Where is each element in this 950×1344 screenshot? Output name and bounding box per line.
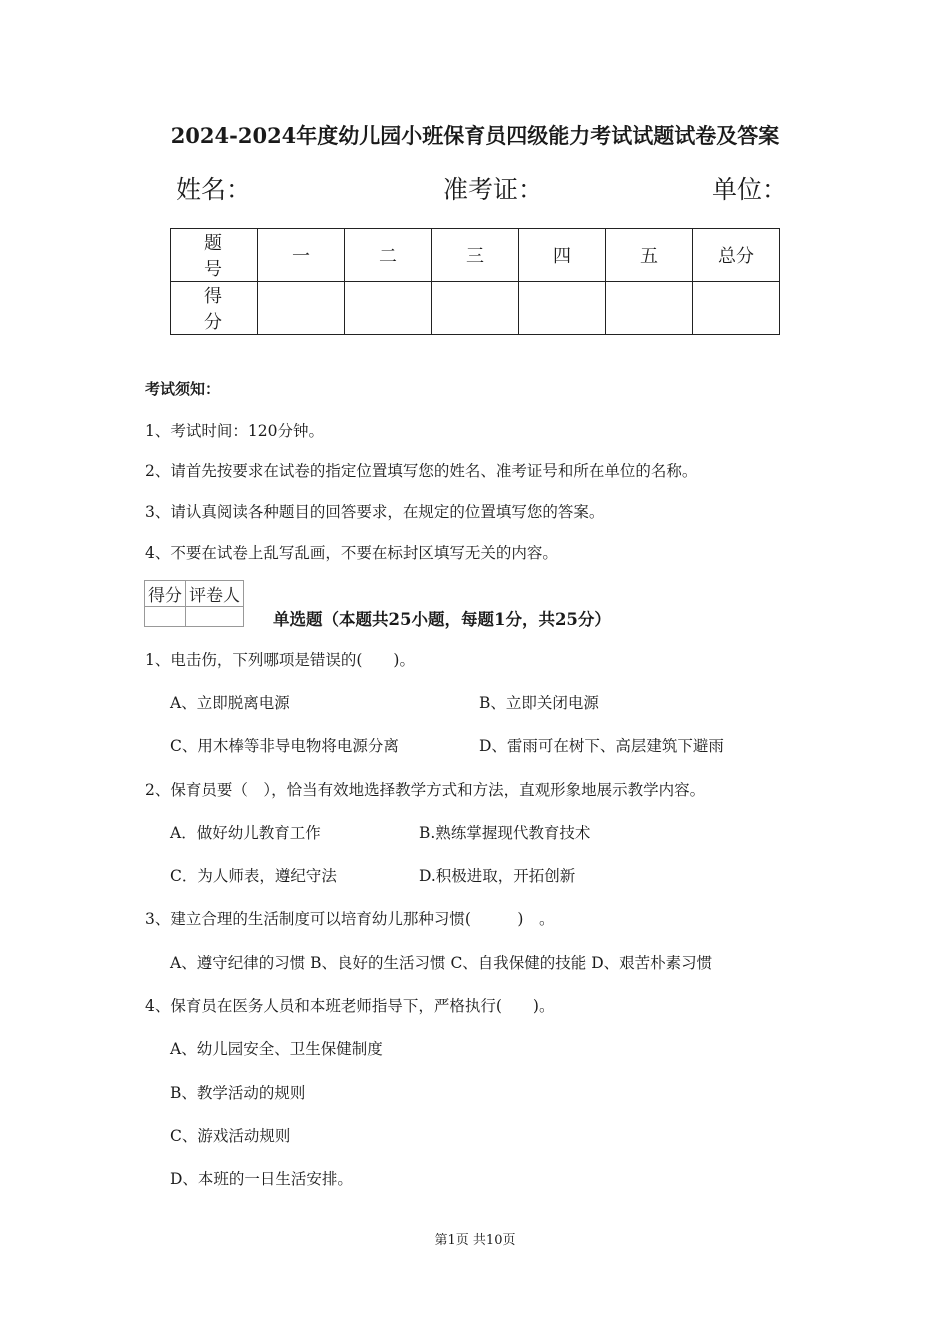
- question-2-option-b[interactable]: B.熟练掌握现代教育技术: [419, 824, 591, 842]
- name-field-label: 姓名：: [176, 175, 252, 204]
- score-label: 得 分: [171, 282, 258, 335]
- notice-item: 2、请首先按要求在试卷的指定位置填写您的姓名、准考证号和所在单位的名称。: [145, 462, 698, 480]
- question-4-option-c[interactable]: C、游戏活动规则: [170, 1127, 291, 1145]
- score-table: [170, 228, 780, 335]
- score-cell[interactable]: [606, 282, 693, 335]
- question-1-option-c[interactable]: C、用木棒等非导电物将电源分离: [170, 737, 399, 755]
- grader-box: [144, 580, 244, 627]
- exam-number-field-label: 准考证：: [443, 175, 544, 204]
- page-footer: 第1页 共10页: [434, 1233, 516, 1248]
- question-2-option-a[interactable]: A．做好幼儿教育工作: [170, 824, 321, 842]
- score-table-header-row: [171, 229, 780, 282]
- question-1-option-b[interactable]: B、立即关闭电源: [479, 694, 599, 712]
- notice-heading: 考试须知：: [145, 380, 221, 398]
- score-cell[interactable]: [345, 282, 432, 335]
- question-2-stem: 2、保育员要（ ），恰当有效地选择教学方式和方法，直观形象地展示教学内容。: [145, 781, 706, 799]
- section-title: 单选题（本题共25小题，每题1分，共25分）: [273, 610, 611, 629]
- page-title: 2024-2024年度幼儿园小班保育员四级能力考试试题试卷及答案: [170, 123, 780, 148]
- section-2-header: 二: [345, 229, 432, 282]
- notice-item: 3、请认真阅读各种题目的回答要求，在规定的位置填写您的答案。: [145, 503, 605, 521]
- notice-item: 4、不要在试卷上乱写乱画，不要在标封区填写无关的内容。: [145, 544, 558, 562]
- question-4-option-a[interactable]: A、幼儿园安全、卫生保健制度: [170, 1040, 383, 1058]
- score-table-score-row: [171, 282, 780, 335]
- question-1-option-a[interactable]: A、立即脱离电源: [170, 694, 290, 712]
- section-3-header: 三: [432, 229, 519, 282]
- score-cell[interactable]: [432, 282, 519, 335]
- question-3-options[interactable]: A、遵守纪律的习惯 B、良好的生活习惯 C、自我保健的技能 D、艰苦朴素习惯: [170, 954, 713, 972]
- unit-field-label: 单位：: [712, 175, 788, 204]
- question-4-option-b[interactable]: B、教学活动的规则: [170, 1084, 306, 1102]
- score-cell[interactable]: [693, 282, 780, 335]
- grader-name-cell[interactable]: [186, 607, 244, 627]
- score-cell[interactable]: [258, 282, 345, 335]
- question-2-option-c[interactable]: C．为人师表，遵纪守法: [170, 867, 337, 885]
- total-header: 总分: [693, 229, 780, 282]
- question-1-stem: 1、电击伤，下列哪项是错误的( )。: [145, 651, 415, 669]
- grader-score-cell[interactable]: [145, 607, 186, 627]
- question-1-option-d[interactable]: D、雷雨可在树下、高层建筑下避雨: [479, 737, 724, 755]
- section-1-header: 一: [258, 229, 345, 282]
- grader-name-label: 评卷人: [186, 581, 244, 607]
- question-2-option-d[interactable]: D.积极进取，开拓创新: [419, 867, 576, 885]
- section-4-header: 四: [519, 229, 606, 282]
- question-3-stem: 3、建立合理的生活制度可以培育幼儿那种习惯( ) 。: [145, 910, 555, 928]
- question-4-option-d[interactable]: D、本班的一日生活安排。: [170, 1170, 353, 1188]
- question-4-stem: 4、保育员在医务人员和本班老师指导下，严格执行( )。: [145, 997, 555, 1015]
- score-cell[interactable]: [519, 282, 606, 335]
- notice-item: 1、考试时间：120分钟。: [145, 422, 324, 440]
- grader-score-label: 得分: [145, 581, 186, 607]
- section-5-header: 五: [606, 229, 693, 282]
- question-number-label: 题 号: [171, 229, 258, 282]
